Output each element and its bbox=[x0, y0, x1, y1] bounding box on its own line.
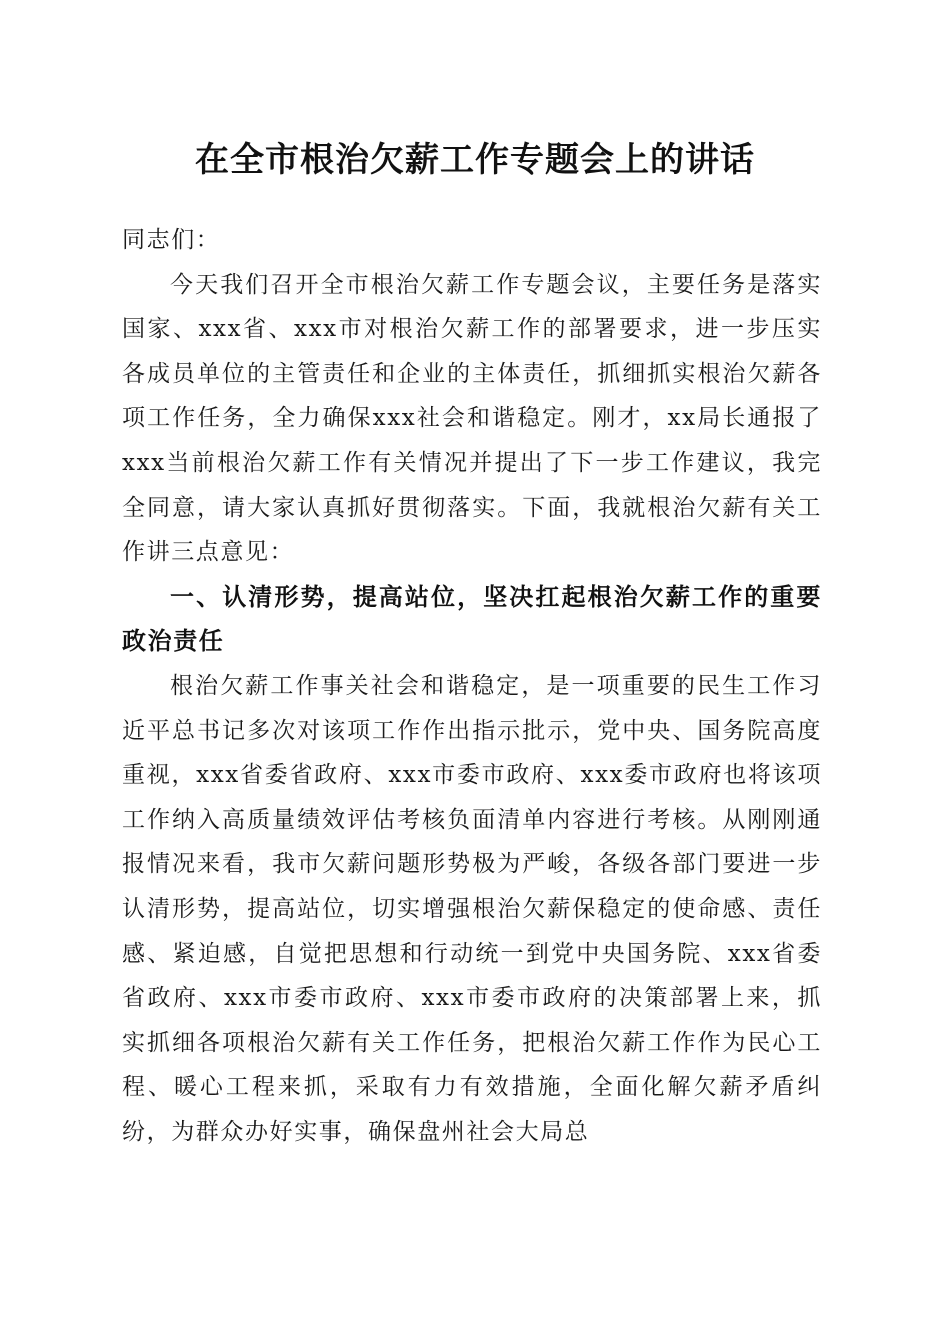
section-paragraph-1: 根治欠薪工作事关社会和谐稳定，是一项重要的民生工作习近平总书记多次对该项工作作出指示批示，党中央、国务院高度重视，xxx省委省政府、xxx市委市政府、xxx委市政府也将该项工作纳入高质量绩效评估考核负面清单内容进行考核。从刚刚通报情况来看，我市欠薪问题形势极为严峻，各级各部门要进一步认清形势，提高站位，切实增强根治欠薪保稳定的使命感、责任感、紧迫感，自觉把思想和行动统一到党中央国务院、xxx省委省政府、xxx市委市政府、xxx市委市政府的决策部署上来，抓实抓细各项根治欠薪有关工作任务，把根治欠薪工作作为民心工程、暖心工程来抓，采取有力有效措施，全面化解欠薪矛盾纠纷，为群众办好实事，确保盘州社会大局总 bbox=[122, 672, 822, 1145]
document-title: 在全市根治欠薪工作专题会上的讲话 bbox=[195, 140, 755, 180]
salutation: 同志们： bbox=[122, 227, 221, 253]
intro-paragraph: 今天我们召开全市根治欠薪工作专题会议，主要任务是落实国家、xxx省、xxx市对根治欠薪工作的部署要求，进一步压实各成员单位的主管责任和企业的主体责任，抓细抓实根治欠薪各项工作任务，全力确保xxx社会和谐稳定。刚才，xx局长通报了xxx当前根治欠薪工作有关情况并提出了下一步工作建议，我完全同意，请大家认真抓好贯彻落实。下面，我就根治欠薪有关工作讲三点意见： bbox=[122, 271, 822, 566]
section-heading-1: 一、认清形势，提高站位，坚决扛起根治欠薪工作的重要政治责任 bbox=[122, 582, 822, 656]
document-body bbox=[122, 204, 822, 1154]
